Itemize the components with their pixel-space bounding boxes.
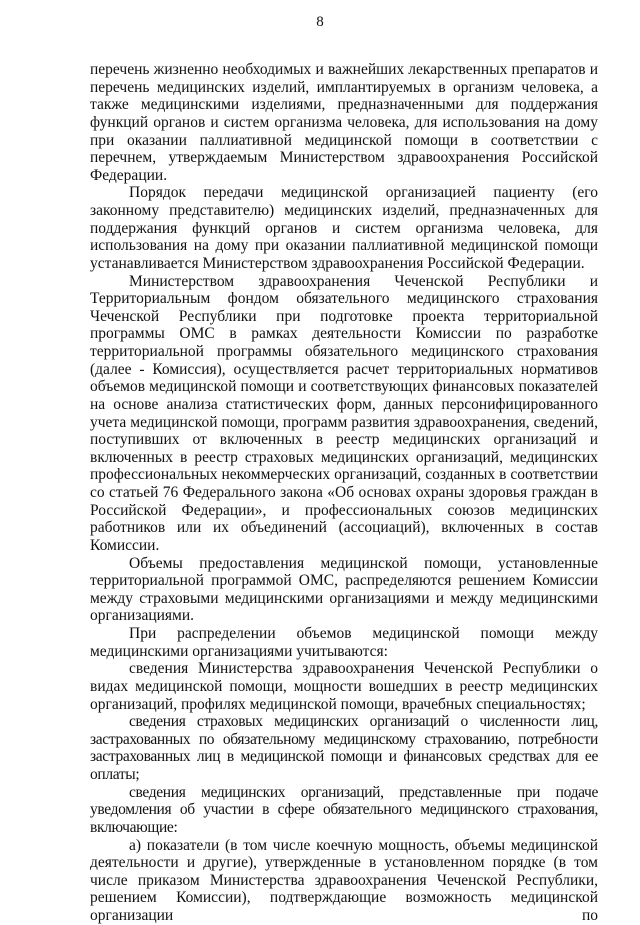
paragraph-indicators-item-a: а) показатели (в том числе коечную мощность, объемы медицинской деятельности и другие), утвержденные в установленном порядке (в том числе приказом Министерства здравоохранения Чеченской Республики, решением Комиссии), подтверждающие возможность медицинской организации по <box>90 836 598 924</box>
paragraph-insurer-information: сведения страховых медицинских организаций о численности лиц, застрахованных по обязательному медицинскому страхованию, потребности застрахованных лиц в медицинской помощи и финансовых средствах для ее оплаты; <box>90 713 598 783</box>
page-number: 8 <box>316 14 324 30</box>
document-body <box>90 61 598 925</box>
paragraph-device-transfer-procedure: Порядок передачи медицинской организацией пациенту (его законному представителю) медицинских изделий, предназначенных для поддержания функций органов и систем организма человека, для использования на дому при оказании паллиативной медицинской помощи устанавливается Министерством здравоохранения Российской Федерации. <box>90 184 598 272</box>
paragraph-ministry-information: сведения Министерства здравоохранения Чеченской Республики о видах медицинской помощи, мощности вошедших в реестр медицинских организаций, профилях медицинской помощи, врачебных специальностях; <box>90 660 598 713</box>
paragraph-distribution-criteria-intro: При распределении объемов медицинской помощи между медицинскими организациями учитываются: <box>90 625 598 660</box>
paragraph-essential-drugs-list: перечень жизненно необходимых и важнейших лекарственных препаратов и перечень медицинских изделий, имплантируемых в организм человека, а также медицинскими изделиями, предназначенными для поддержания функций органов и систем организма человека, для использования на дому при оказании паллиативной медицинской помощи в соответствии с перечнем, утверждаемым Министерством здравоохранения Российской Федерации. <box>90 61 598 184</box>
paragraph-territorial-norms-calculation: Министерством здравоохранения Чеченской Республики и Территориальным фондом обязательного медицинского страхования Чеченской Республики при подготовке проекта территориальной программы ОМС в рамках деятельности Комиссии по разработке территориальной программы обязательного медицинского страхования (далее - Комиссия), осуществляется расчет территориальных нормативов объемов медицинской помощи и соответствующих финансовых показателей на основе анализа статистических форм, данных персонифицированного учета медицинской помощи, программ развития здравоохранения, сведений, поступивших от включенных в реестр медицинских организаций и включенных в реестр страховых медицинских организаций, медицинских профессиональных некоммерческих организаций, созданных в соответствии со статьей 76 Федерального закона «Об основах охраны здоровья граждан в Российской Федерации», и профессиональных союзов медицинских работников или их объединений (ассоциаций), включенных в состав Комиссии. <box>90 272 598 554</box>
paragraph-medical-organization-information: сведения медицинских организаций, представленные при подаче уведомления об участии в сфере обязательного медицинского страхования, включающие: <box>90 783 598 836</box>
paragraph-volume-distribution: Объемы предоставления медицинской помощи, установленные территориальной программой ОМС, распределяются решением Комиссии между страховыми медицинскими организациями и между медицинскими организациями. <box>90 554 598 625</box>
